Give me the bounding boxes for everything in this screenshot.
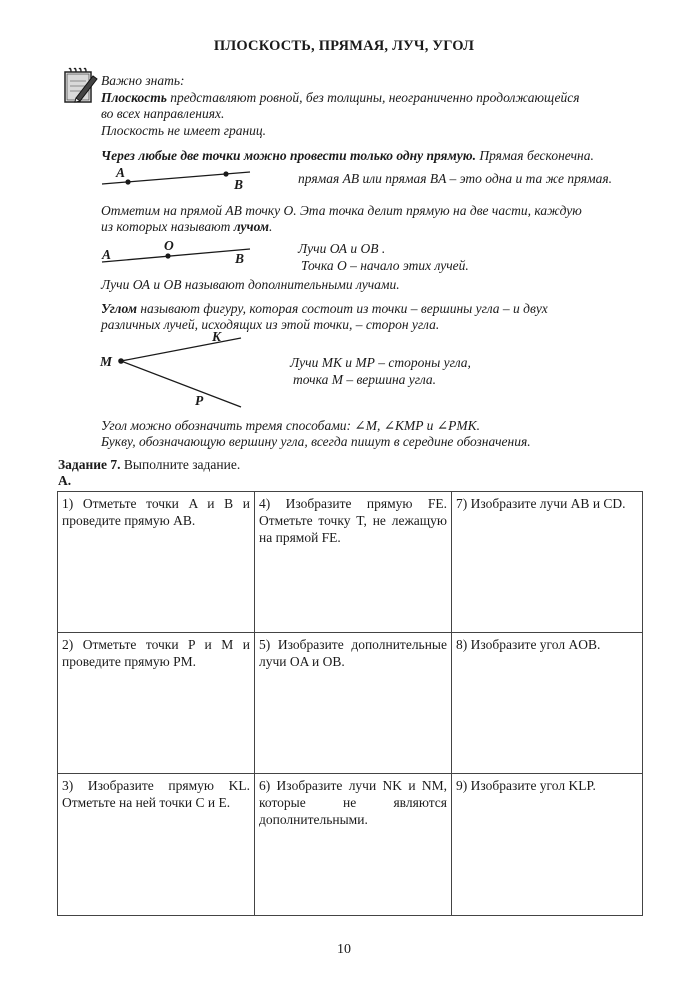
angle-definition-line2: различных лучей, исходящих из этой точки, – сторон угла. [101,317,440,332]
label-ray-point-a: A [102,247,112,262]
line-axiom-bold: Через любые две точки можно провести только одну прямую. [101,148,476,163]
task-part: А. [58,473,72,488]
label-point-a: A [116,165,126,180]
ray-intro-line1: Отметим на прямой АВ точку О. Эта точка делит прямую на две части, каждую [101,203,582,218]
ray-mp [121,361,241,407]
task-cell-text: 4) Изобразите прямую FE. Отметьте точку T, не лежащую на прямой FE. [259,496,447,545]
plane-definition-rest: представляют ровной, без толщины, неограниченно продолжающейся [166,90,580,105]
task-row [58,774,643,916]
ray-intro-end: . [269,219,273,234]
task-cell-text: 2) Отметьте точки P и M и проведите прямую PM. [62,637,250,669]
task-cell-text: 1) Отметьте точки A и B и проведите прямую AB. [62,496,250,528]
line-axiom [101,148,594,164]
point-a-dot [125,179,130,184]
label-ray-point-b: B [235,251,245,266]
page-title: ПЛОСКОСТЬ, ПРЯМАЯ, ЛУЧ, УГОЛ [213,38,475,54]
line-aob [102,249,250,262]
note-heading: Важно знать: [101,73,185,88]
plane-term: Плоскость [101,90,167,105]
point-b-dot [223,171,228,176]
task-label: Задание 7. [58,457,121,472]
task-cell-7[interactable] [452,492,643,633]
task-cell-text: 5) Изобразите дополнительные лучи OA и OB. [259,637,447,669]
plane-definition [101,90,580,106]
page-number: 10 [337,942,351,957]
label-point-b: B [234,177,244,192]
task-cell-8[interactable] [452,633,643,774]
angle-kmp-figure [115,335,250,415]
angle-definition-rest: называют фигуру, которая состоит из точки – вершины угла – и двух [136,301,548,316]
vertex-m-dot [118,358,124,364]
label-vertex-m: M [100,354,113,369]
task-cell-6[interactable] [255,774,452,916]
ray-term: лучом [233,219,270,234]
angle-definition [101,301,548,317]
ray-intro-text: из которых называют [101,219,234,234]
notepad-pencil-icon [62,66,100,106]
task-cell-3[interactable] [58,774,255,916]
angle-caption-2: точка М – вершина угла. [293,372,437,387]
task-cell-text: 9) Изобразите угол KLP. [456,778,596,793]
angle-caption-1: Лучи МК и МР – стороны угла, [290,355,471,370]
task-heading [58,457,240,473]
label-point-k: K [212,329,222,344]
additional-rays-note: Лучи ОА и ОВ называют дополнительными лучами. [101,277,400,292]
ray-intro-line2 [101,219,272,235]
task-row [58,492,643,633]
task-cell-text: 3) Изобразите прямую KL. Отметьте на ней точки C и E. [62,778,250,810]
task-cell-1[interactable] [58,492,255,633]
angle-notation: Угол можно обозначить тремя способами: ∠M, ∠KMP и ∠PMK. [101,418,480,433]
label-ray-point-o: O [164,238,174,253]
line-caption: прямая AB или прямая BA – это одна и та же прямая. [298,171,613,186]
task-cell-2[interactable] [58,633,255,774]
line-axiom-tail: Прямая бесконечна. [475,148,594,163]
task-cell-text: 7) Изобразите лучи AB и CD. [456,496,626,511]
label-point-p: P [195,393,204,408]
plane-no-boundary: Плоскость не имеет границ. [101,123,267,138]
point-o-dot [165,253,170,258]
plane-definition-line2: во всех направлениях. [101,106,225,121]
task-cell-text: 8) Изобразите угол AOB. [456,637,601,652]
rays-caption-1: Лучи ОА и ОВ . [298,241,386,256]
task-cell-9[interactable] [452,774,643,916]
task-cell-5[interactable] [255,633,452,774]
task-row [58,633,643,774]
angle-vertex-rule: Букву, обозначающую вершину угла, всегда пишут в середине обозначения. [101,434,531,449]
task-cell-text: 6) Изобразите лучи NK и NM, которые не являются дополнительными. [259,778,447,827]
angle-term: Углом [101,301,137,316]
rays-caption-2: Точка О – начало этих лучей. [301,258,469,273]
ray-mk [121,338,241,361]
task-cell-4[interactable] [255,492,452,633]
task-instruction: Выполните задание. [120,457,241,472]
task-grid [57,491,643,916]
